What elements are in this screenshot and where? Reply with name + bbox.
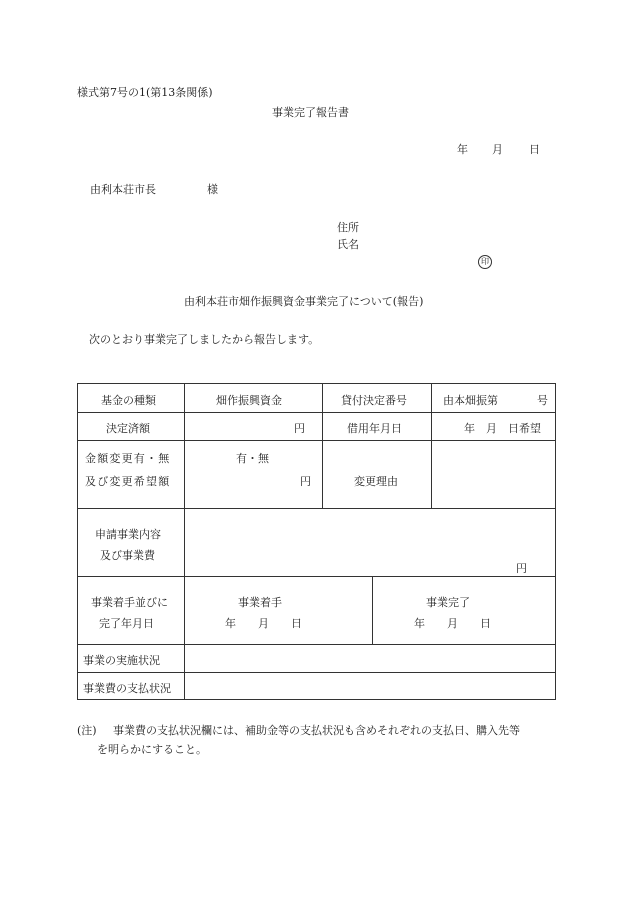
borrow-date-value: 年 月 日希望 xyxy=(464,422,541,435)
fund-type-value: 畑作振興資金 xyxy=(216,394,282,407)
payment-label: 事業費の支払状況 xyxy=(83,682,171,695)
change-label-line2: 及び変更希望額 xyxy=(85,475,171,488)
loan-number-label: 貸付決定番号 xyxy=(341,394,407,407)
borrow-date-label: 借用年月日 xyxy=(347,422,402,435)
note-line1: 事業費の支払状況欄には、補助金等の支払状況も含めそれぞれの支払日、購入先等 xyxy=(113,724,520,737)
note-line2: を明らかにすること。 xyxy=(97,743,207,756)
application-content-line1: 申請事業内容 xyxy=(95,528,161,541)
start-label: 事業着手 xyxy=(238,596,282,609)
date-day: 日 xyxy=(529,143,540,156)
change-value: 有・無 xyxy=(236,452,269,465)
start-end-label-line2: 完了年月日 xyxy=(99,617,154,630)
decided-amount-yen: 円 xyxy=(294,422,305,435)
report-table xyxy=(77,383,556,700)
body-text: 次のとおり事業完了しましたから報告します。 xyxy=(89,333,320,346)
start-end-label-line1: 事業着手並びに xyxy=(91,596,168,609)
addressee-honorific: 様 xyxy=(207,183,218,196)
seal-mark: 印 xyxy=(478,255,492,269)
implementation-label: 事業の実施状況 xyxy=(83,654,160,667)
form-number: 様式第7号の1(第13条関係) xyxy=(77,86,213,99)
change-yen: 円 xyxy=(300,475,311,488)
fund-type-label: 基金の種類 xyxy=(101,394,156,407)
change-reason-label: 変更理由 xyxy=(354,475,398,488)
start-date: 年 月 日 xyxy=(225,617,302,630)
addressee-name: 由利本荘市長 xyxy=(90,183,156,196)
loan-number-suffix: 号 xyxy=(537,394,548,407)
note-marker: (注) xyxy=(77,724,97,737)
loan-number-prefix: 由本畑振第 xyxy=(443,394,498,407)
form-title: 事業完了報告書 xyxy=(272,106,349,119)
subject: 由利本荘市畑作振興資金事業完了について(報告) xyxy=(184,295,424,308)
date-month: 月 xyxy=(492,143,503,156)
application-content-line2: 及び事業費 xyxy=(100,549,155,562)
end-date: 年 月 日 xyxy=(414,617,491,630)
change-label-line1: 金額変更有・無 xyxy=(85,452,171,465)
date-year: 年 xyxy=(457,143,468,156)
address-label: 住所 xyxy=(337,221,359,234)
end-label: 事業完了 xyxy=(426,596,470,609)
decided-amount-label: 決定済額 xyxy=(106,422,150,435)
name-label: 氏名 xyxy=(337,238,359,251)
application-yen: 円 xyxy=(516,562,527,575)
